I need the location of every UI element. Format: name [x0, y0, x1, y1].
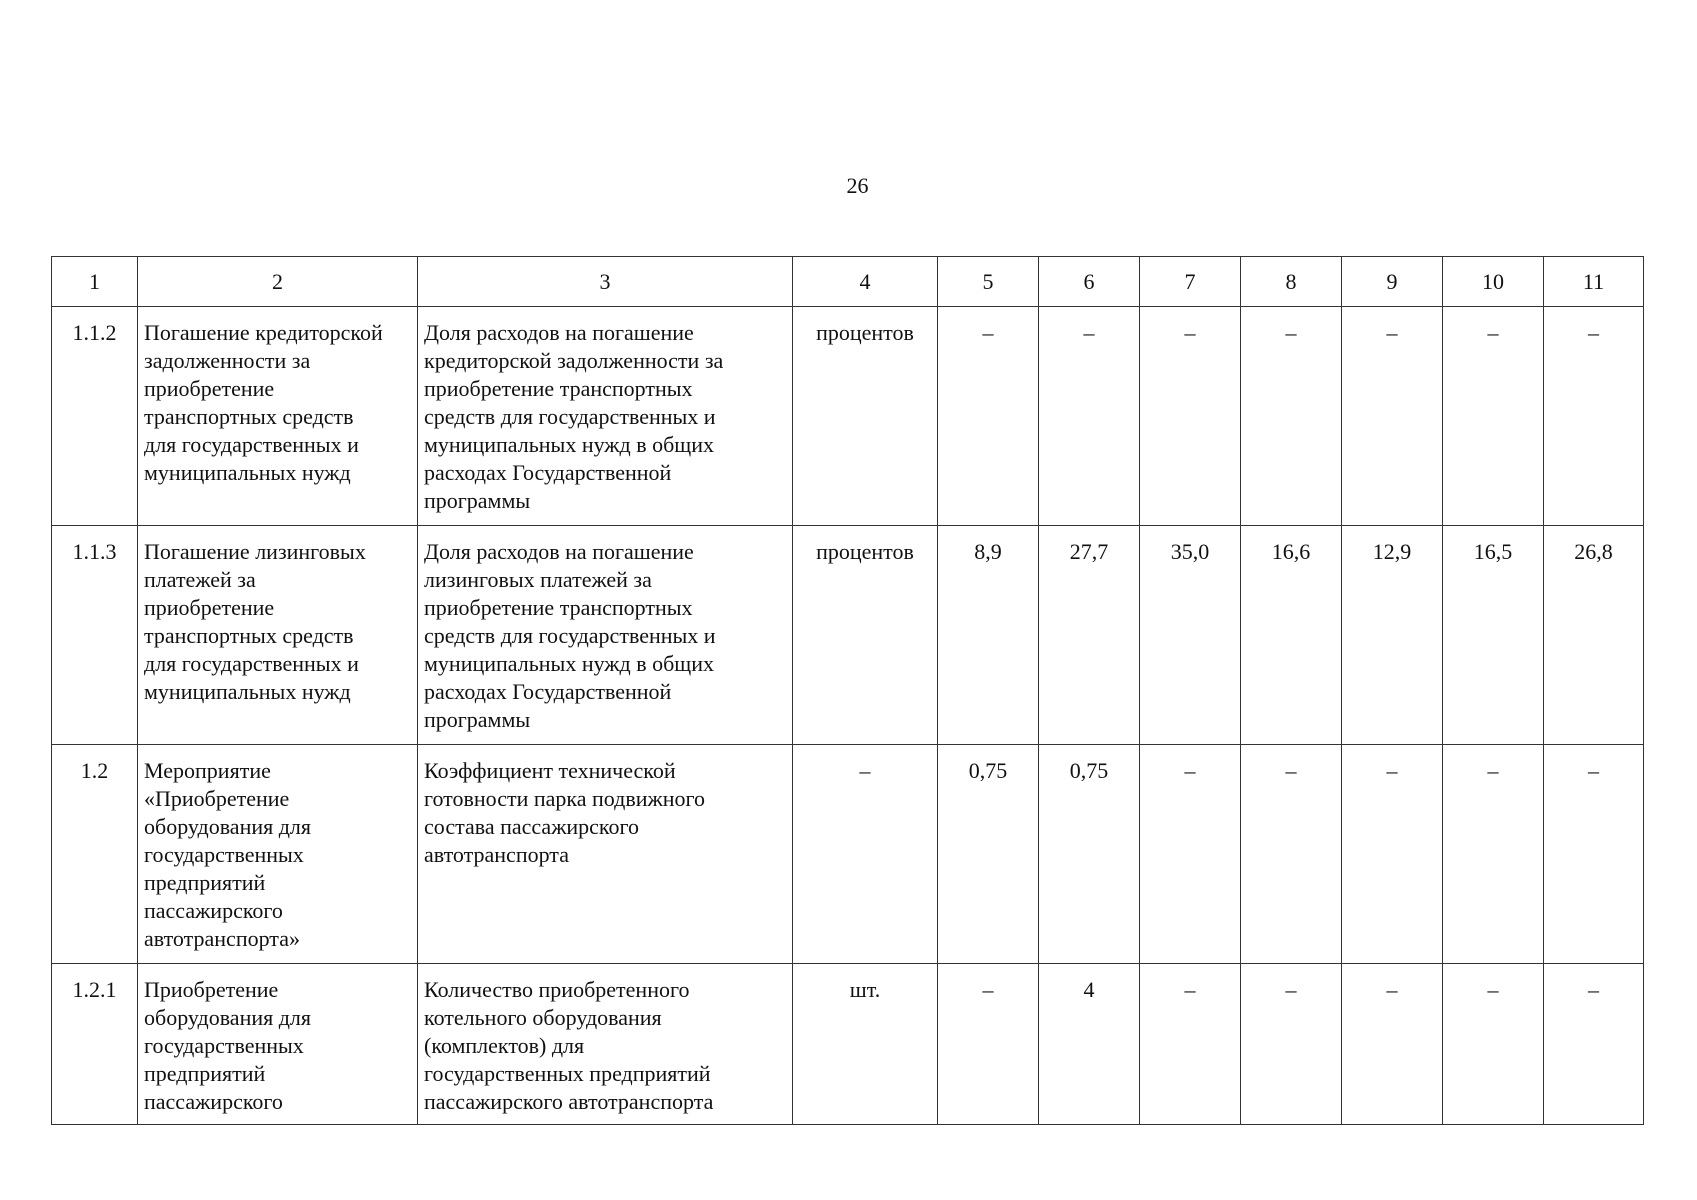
- value-cell: –: [1241, 307, 1342, 526]
- value-cell: –: [938, 307, 1039, 526]
- unit-cell: процентов: [793, 307, 938, 526]
- column-header: 11: [1544, 257, 1644, 307]
- value-cell: –: [1140, 307, 1241, 526]
- table-row: [52, 307, 1644, 526]
- value-cell: 16,5: [1443, 526, 1544, 745]
- value-cell: –: [1039, 307, 1140, 526]
- measure-name: Погашение кредиторской задолженности за приобретение транспортных средств для государственных и муниципальных нужд: [138, 307, 418, 526]
- value-cell: –: [1544, 964, 1644, 1125]
- value-cell: –: [1140, 964, 1241, 1125]
- column-header: 10: [1443, 257, 1544, 307]
- value-cell: –: [938, 964, 1039, 1125]
- table-row: [52, 745, 1644, 964]
- value-cell: –: [1342, 745, 1443, 964]
- unit-cell: процентов: [793, 526, 938, 745]
- indicator-name: Коэффициент технической готовности парка подвижного состава пассажирского автотранспорта: [418, 745, 793, 964]
- value-cell: 35,0: [1140, 526, 1241, 745]
- table-row: [52, 526, 1644, 745]
- value-cell: 0,75: [938, 745, 1039, 964]
- column-header: 4: [793, 257, 938, 307]
- value-cell: –: [1544, 307, 1644, 526]
- table-header-row: [52, 257, 1644, 307]
- column-header: 6: [1039, 257, 1140, 307]
- value-cell: –: [1140, 745, 1241, 964]
- row-number: 1.2: [52, 745, 138, 964]
- value-cell: –: [1241, 745, 1342, 964]
- value-cell: 4: [1039, 964, 1140, 1125]
- value-cell: –: [1342, 307, 1443, 526]
- value-cell: –: [1241, 964, 1342, 1125]
- value-cell: 16,6: [1241, 526, 1342, 745]
- value-cell: –: [1443, 745, 1544, 964]
- value-cell: 8,9: [938, 526, 1039, 745]
- unit-cell: –: [793, 745, 938, 964]
- measure-name: Погашение лизинговых платежей за приобретение транспортных средств для государственных и муниципальных нужд: [138, 526, 418, 745]
- value-cell: 12,9: [1342, 526, 1443, 745]
- row-number: 1.1.2: [52, 307, 138, 526]
- value-cell: –: [1342, 964, 1443, 1125]
- table-row: [52, 964, 1644, 1125]
- unit-cell: шт.: [793, 964, 938, 1125]
- indicators-table: [51, 256, 1644, 1125]
- indicator-name: Количество приобретенного котельного оборудования (комплектов) для государственных предприятий пассажирского автотранспорта: [418, 964, 793, 1125]
- column-header: 5: [938, 257, 1039, 307]
- page-number: 26: [846, 173, 869, 198]
- measure-name: Мероприятие «Приобретение оборудования для государственных предприятий пассажирского автотранспорта»: [138, 745, 418, 964]
- column-header: 9: [1342, 257, 1443, 307]
- column-header: 7: [1140, 257, 1241, 307]
- column-header: 1: [52, 257, 138, 307]
- row-number: 1.1.3: [52, 526, 138, 745]
- value-cell: 0,75: [1039, 745, 1140, 964]
- measure-name: Приобретение оборудования для государственных предприятий пассажирского: [138, 964, 418, 1125]
- column-header: 3: [418, 257, 793, 307]
- row-number: 1.2.1: [52, 964, 138, 1125]
- value-cell: 27,7: [1039, 526, 1140, 745]
- value-cell: 26,8: [1544, 526, 1644, 745]
- indicator-name: Доля расходов на погашение лизинговых платежей за приобретение транспортных средств для государственных и муниципальных нужд в общих расходах Государственной программы: [418, 526, 793, 745]
- value-cell: –: [1443, 307, 1544, 526]
- value-cell: –: [1443, 964, 1544, 1125]
- indicator-name: Доля расходов на погашение кредиторской задолженности за приобретение транспортных средств для государственных и муниципальных нужд в общих расходах Государственной программы: [418, 307, 793, 526]
- column-header: 8: [1241, 257, 1342, 307]
- column-header: 2: [138, 257, 418, 307]
- value-cell: –: [1544, 745, 1644, 964]
